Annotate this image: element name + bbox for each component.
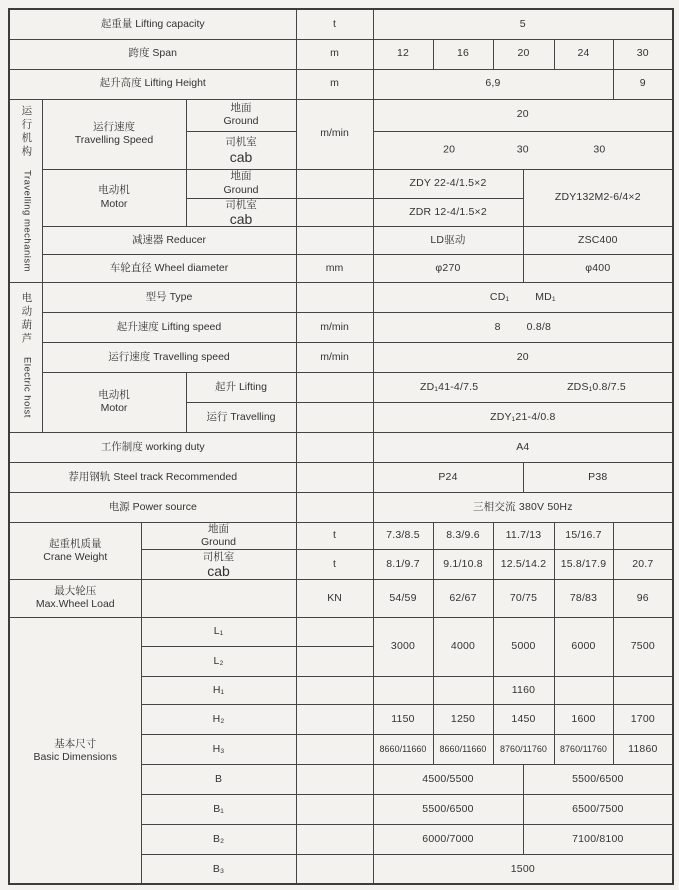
dim-B-sublabel: B <box>141 764 296 794</box>
dim-H2-value: 1250 <box>433 704 493 734</box>
lifting-capacity-label: 起重量 Lifting capacity <box>9 9 296 39</box>
section-electric-hoist <box>9 282 42 432</box>
crane-weight-cab-value: 15.8/17.9 <box>554 549 613 579</box>
lifting-capacity-unit: t <box>296 9 373 39</box>
dim-B1-sublabel: B₁ <box>141 794 296 824</box>
bridge-motor-label: 电动机 Motor <box>42 169 186 226</box>
working-duty-value: A4 <box>373 432 673 462</box>
dim-H1-value: 1160 <box>493 676 554 704</box>
crane-weight-cab-value: 20.7 <box>613 549 673 579</box>
row-hoist-type <box>9 282 673 312</box>
hoist-motor-lifting-sublabel: 起升 Lifting <box>186 372 296 402</box>
dim-B1-left-value: 5500/6500 <box>373 794 523 824</box>
steel-track-left-value: P24 <box>373 462 523 492</box>
power-source-value: 三相交流 380V 50Hz <box>373 492 673 522</box>
travel-speed-ground-sublabel: 地面 Ground <box>186 99 296 131</box>
electric-hoist-vertical-label: 电动葫芦 Electric hoist <box>20 292 33 418</box>
dim-B3-sublabel: B₃ <box>141 854 296 884</box>
hoist-type-label: 型号 Type <box>42 282 296 312</box>
dim-H3-value: 8760/11760 <box>554 734 613 764</box>
working-duty-label: 工作制度 working duty <box>9 432 296 462</box>
dim-L2-sublabel: L₂ <box>141 646 296 676</box>
max-wheel-load-value: 78/83 <box>554 579 613 617</box>
hoist-lifting-speed-unit: m/min <box>296 312 373 342</box>
lifting-height-main: 6,9 <box>373 69 613 99</box>
span-value: 12 <box>373 39 433 69</box>
dim-H3-value: 8760/11760 <box>493 734 554 764</box>
unit-cell-empty <box>296 617 373 646</box>
lifting-capacity-value: 5 <box>373 9 673 39</box>
row-lifting-height <box>9 69 673 99</box>
unit-cell-empty <box>296 169 373 198</box>
dim-B2-sublabel: B₂ <box>141 824 296 854</box>
unit-cell-empty <box>296 402 373 432</box>
crane-weight-cab-unit: t <box>296 549 373 579</box>
max-wheel-load-value: 54/59 <box>373 579 433 617</box>
lifting-height-unit: m <box>296 69 373 99</box>
dim-H3-sublabel: H₃ <box>141 734 296 764</box>
span-value: 20 <box>493 39 554 69</box>
span-value: 16 <box>433 39 493 69</box>
reducer-left-value: LD驱动 <box>373 226 523 254</box>
hoist-travel-speed-value: 20 <box>373 342 673 372</box>
max-wheel-load-label: 最大轮压 Max.Wheel Load <box>9 579 141 617</box>
crane-weight-ground-value: 8.3/9.6 <box>433 522 493 549</box>
unit-cell-empty <box>296 704 373 734</box>
crane-weight-ground-value-empty <box>613 522 673 549</box>
row-hoist-lifting-speed <box>9 312 673 342</box>
travel-speed-cab-sublabel: 司机室 cab <box>186 131 296 169</box>
lifting-height-last: 9 <box>613 69 673 99</box>
dim-H1-value <box>613 676 673 704</box>
unit-cell-empty <box>296 372 373 402</box>
steel-track-label: 荐用钢轨 Steel track Recommended <box>9 462 296 492</box>
wheel-diameter-label: 车轮直径 Wheel diameter <box>42 254 296 282</box>
crane-weight-cab-value: 12.5/14.2 <box>493 549 554 579</box>
bridge-motor-right-value: ZDY132M2-6/4×2 <box>523 169 673 226</box>
span-label: 跨度 Span <box>9 39 296 69</box>
section-travelling-mechanism <box>9 99 42 282</box>
row-travel-speed-ground <box>9 99 673 131</box>
max-wheel-load-unit: KN <box>296 579 373 617</box>
dim-H1-value <box>433 676 493 704</box>
dim-L-value: 4000 <box>433 617 493 676</box>
dim-H3-value: 8660/11660 <box>433 734 493 764</box>
row-bridge-motor-ground <box>9 169 673 198</box>
dim-L-value: 7500 <box>613 617 673 676</box>
dim-L-value: 6000 <box>554 617 613 676</box>
unit-cell-empty <box>296 646 373 676</box>
max-wheel-load-value: 70/75 <box>493 579 554 617</box>
wheel-diameter-left-value: φ270 <box>373 254 523 282</box>
reducer-label: 减速器 Reducer <box>42 226 296 254</box>
dim-H2-sublabel: H₂ <box>141 704 296 734</box>
hoist-lifting-speed-values: 8 0.8/8 <box>373 312 673 342</box>
row-lifting-capacity <box>9 9 673 39</box>
row-power-source <box>9 492 673 522</box>
dim-L-value: 3000 <box>373 617 433 676</box>
crane-weight-ground-value: 11.7/13 <box>493 522 554 549</box>
travel-speed-cab-values: 20 30 30 <box>373 131 673 169</box>
row-crane-weight-ground <box>9 522 673 549</box>
wheel-diameter-right-value: φ400 <box>523 254 673 282</box>
crane-weight-ground-value: 15/16.7 <box>554 522 613 549</box>
dim-H3-value: 8660/11660 <box>373 734 433 764</box>
dim-B1-right-value: 6500/7500 <box>523 794 673 824</box>
max-wheel-load-sublabel-empty <box>141 579 296 617</box>
hoist-motor-travelling-sublabel: 运行 Travelling <box>186 402 296 432</box>
span-value: 30 <box>613 39 673 69</box>
crane-weight-cab-value: 9.1/10.8 <box>433 549 493 579</box>
power-source-label: 电源 Power source <box>9 492 296 522</box>
dim-L-value: 5000 <box>493 617 554 676</box>
dim-B3-value: 1500 <box>373 854 673 884</box>
unit-cell-empty <box>296 462 373 492</box>
row-span <box>9 39 673 69</box>
span-value: 24 <box>554 39 613 69</box>
hoist-motor-travelling-value: ZDY₁21-4/0.8 <box>373 402 673 432</box>
unit-cell-empty <box>296 198 373 226</box>
crane-weight-label: 起重机质量 Crane Weight <box>9 522 141 579</box>
bridge-motor-cab-sublabel: 司机室 cab <box>186 198 296 226</box>
hoist-travel-speed-unit: m/min <box>296 342 373 372</box>
unit-cell-empty <box>296 854 373 884</box>
row-dim-L1 <box>9 617 673 646</box>
bridge-motor-cab-value: ZDR 12-4/1.5×2 <box>373 198 523 226</box>
hoist-travel-speed-label: 运行速度 Travelling speed <box>42 342 296 372</box>
crane-spec-table <box>8 8 674 885</box>
hoist-motor-lifting-values: ZD₁41-4/7.5 ZDS₁0.8/7.5 <box>373 372 673 402</box>
row-hoist-motor-lifting <box>9 372 673 402</box>
dim-H1-value <box>373 676 433 704</box>
bridge-motor-ground-sublabel: 地面 Ground <box>186 169 296 198</box>
dim-H2-value: 1150 <box>373 704 433 734</box>
unit-cell-empty <box>296 282 373 312</box>
dim-B2-left-value: 6000/7000 <box>373 824 523 854</box>
unit-cell-empty <box>296 676 373 704</box>
row-hoist-travel-speed <box>9 342 673 372</box>
dim-H2-value: 1600 <box>554 704 613 734</box>
row-working-duty <box>9 432 673 462</box>
dim-B2-right-value: 7100/8100 <box>523 824 673 854</box>
dim-H2-value: 1700 <box>613 704 673 734</box>
unit-cell-empty <box>296 824 373 854</box>
row-reducer <box>9 226 673 254</box>
max-wheel-load-value: 96 <box>613 579 673 617</box>
crane-weight-ground-value: 7.3/8.5 <box>373 522 433 549</box>
row-wheel-diameter <box>9 254 673 282</box>
unit-cell-empty <box>296 432 373 462</box>
row-steel-track <box>9 462 673 492</box>
unit-cell-empty <box>296 764 373 794</box>
dim-B-right-value: 5500/6500 <box>523 764 673 794</box>
reducer-right-value: ZSC400 <box>523 226 673 254</box>
hoist-lifting-speed-label: 起升速度 Lifting speed <box>42 312 296 342</box>
travel-speed-label: 运行速度 Travelling Speed <box>42 99 186 169</box>
lifting-height-label: 起升高度 Lifting Height <box>9 69 296 99</box>
dim-H1-value <box>554 676 613 704</box>
row-max-wheel-load <box>9 579 673 617</box>
wheel-diameter-unit: mm <box>296 254 373 282</box>
travelling-mechanism-vertical-label: 运行机构 Travelling mechanism <box>20 105 33 272</box>
dim-H2-value: 1450 <box>493 704 554 734</box>
travel-speed-unit: m/min <box>296 99 373 169</box>
dim-H3-value: 11860 <box>613 734 673 764</box>
hoist-motor-label: 电动机 Motor <box>42 372 186 432</box>
travel-speed-ground-value: 20 <box>373 99 673 131</box>
bridge-motor-ground-value: ZDY 22-4/1.5×2 <box>373 169 523 198</box>
crane-weight-ground-unit: t <box>296 522 373 549</box>
dim-L1-sublabel: L₁ <box>141 617 296 646</box>
unit-cell-empty <box>296 794 373 824</box>
dim-B-left-value: 4500/5500 <box>373 764 523 794</box>
hoist-type-values: CD₁ MD₁ <box>373 282 673 312</box>
span-unit: m <box>296 39 373 69</box>
dim-H1-sublabel: H₁ <box>141 676 296 704</box>
unit-cell-empty <box>296 734 373 764</box>
crane-weight-cab-value: 8.1/9.7 <box>373 549 433 579</box>
crane-weight-cab-sublabel: 司机室 cab <box>141 549 296 579</box>
unit-cell-empty <box>296 226 373 254</box>
crane-weight-ground-sublabel: 地面 Ground <box>141 522 296 549</box>
unit-cell-empty <box>296 492 373 522</box>
basic-dimensions-label: 基本尺寸 Basic Dimensions <box>9 617 141 884</box>
max-wheel-load-value: 62/67 <box>433 579 493 617</box>
steel-track-right-value: P38 <box>523 462 673 492</box>
